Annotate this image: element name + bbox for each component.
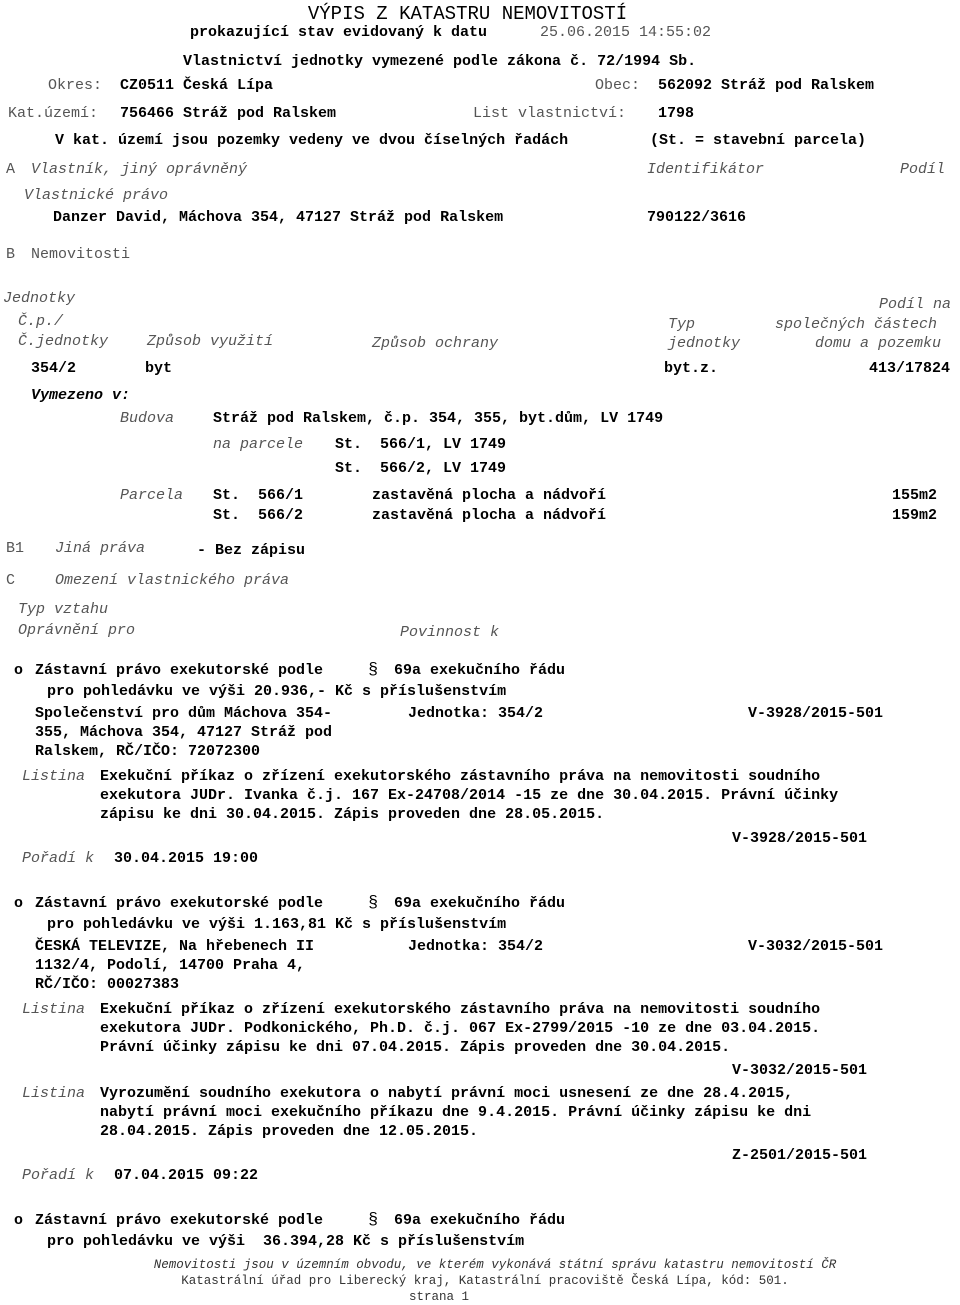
entry-3-line1b: 69a exekučního řádu — [394, 1212, 566, 1229]
series-note: V kat. území jsou pozemky vedeny ve dvou číselných řadách — [55, 132, 569, 149]
entry-1-creditor-2: 355, Máchova 354, 47127 Stráž pod — [35, 724, 333, 741]
lv-label: List vlastnictví: — [473, 105, 627, 122]
entry-1-poradi-value: 30.04.2015 19:00 — [114, 850, 259, 867]
entry-1-listina-label: Listina — [22, 768, 86, 785]
parcel-1-id: St. 566/1 — [213, 487, 304, 504]
col-opravneni: Oprávnění pro — [18, 622, 136, 639]
unit-number: 354/2 — [31, 360, 77, 377]
col-ochrany: Způsob ochrany — [372, 335, 499, 352]
section-b-heading: Nemovitosti — [31, 246, 131, 263]
col-typ-vztahu: Typ vztahu — [18, 601, 109, 618]
entry-2-listina-label: Listina — [22, 1001, 86, 1018]
parcela-label: Parcela — [120, 487, 184, 504]
entry-2-povinnost: Jednotka: 354/2 — [408, 938, 544, 955]
entry-1-creditor-1: Společenství pro dům Máchova 354- — [35, 705, 333, 722]
katuzemi-value: 756466 Stráž pod Ralskem — [120, 105, 337, 122]
na-parcele-2: St. 566/2, LV 1749 — [335, 460, 507, 477]
entry-1-povinnost: Jednotka: 354/2 — [408, 705, 544, 722]
entry-1-line2: pro pohledávku ve výši 20.936,- Kč s příslušenstvím — [47, 683, 507, 700]
document-title: VÝPIS Z KATASTRU NEMOVITOSTÍ — [307, 3, 628, 25]
unit-use: byt — [145, 360, 173, 377]
entry-2-listina2-ref: Z-2501/2015-501 — [732, 1147, 868, 1164]
budova-value: Stráž pod Ralskem, č.p. 354, 355, byt.dům, LV 1749 — [213, 410, 664, 427]
obec-label: Obec: — [595, 77, 641, 94]
col-podil-3: domu a pozemku — [815, 335, 942, 352]
parcel-2-desc: zastavěná plocha a nádvoří — [372, 507, 607, 524]
entry-2-bullet: o — [14, 895, 24, 912]
section-c-letter: C — [6, 572, 16, 589]
parcel-2-area: 159m2 — [891, 507, 937, 524]
obec-value: 562092 Stráž pod Ralskem — [658, 77, 875, 94]
footer-line-1: Nemovitosti jsou v územním obvodu, ve kterém vykonává státní správu katastru nemovitostí ČR — [153, 1258, 837, 1272]
col-typ-2: jednotky — [668, 335, 741, 352]
entry-2-poradi-label: Pořadí k — [22, 1167, 95, 1184]
entry-2-poradi-value: 07.04.2015 09:22 — [114, 1167, 259, 1184]
entry-2-ref: V-3032/2015-501 — [748, 938, 884, 955]
entry-2-line1: Zástavní právo exekutorské podle — [35, 895, 324, 912]
section-b1-value: - Bez zápisu — [197, 542, 306, 559]
entry-2-listina-1: Exekuční příkaz o zřízení exekutorského zástavního práva na nemovitosti soudního — [100, 1001, 821, 1018]
owner-id: 790122/3616 — [647, 209, 747, 226]
entry-2-listina2-label: Listina — [22, 1085, 86, 1102]
entry-2-listina-2: exekutora JUDr. Podkonického, Ph.D. č.j. 067 Ex-2799/2015 -10 ze dne 03.04.2015. — [100, 1020, 821, 1037]
law-line: Vlastnictví jednotky vymezené podle zákona č. 72/1994 Sb. — [183, 53, 697, 70]
entry-1-listina-3: zápisu ke dni 30.04.2015. Zápis proveden dne 28.05.2015. — [100, 806, 605, 823]
col-cjednotky: Č.jednotky — [18, 333, 109, 350]
parcel-1-area: 155m2 — [891, 487, 937, 504]
subtitle-date: 25.06.2015 14:55:02 — [540, 24, 712, 41]
entry-1-line1: Zástavní právo exekutorské podle — [35, 662, 324, 679]
entry-2-line2: pro pohledávku ve výši 1.163,81 Kč s příslušenstvím — [47, 916, 507, 933]
series-note-2: (St. = stavební parcela) — [650, 132, 867, 149]
entry-2-listina2-1: Vyrozumění soudního exekutora o nabytí právní moci usnesení ze dne 28.4.2015, — [100, 1085, 794, 1102]
col-cp: Č.p./ — [18, 313, 64, 330]
entry-1-listina-ref: V-3928/2015-501 — [732, 830, 868, 847]
okres-label: Okres: — [48, 77, 103, 94]
entry-1-ref: V-3928/2015-501 — [748, 705, 884, 722]
entry-1-poradi-label: Pořadí k — [22, 850, 95, 867]
entry-3-para: § — [368, 1211, 379, 1230]
section-b1-heading: Jiná práva — [55, 540, 146, 557]
subtitle-prefix: prokazující stav evidovaný k datu — [190, 24, 488, 41]
entry-1-listina-1: Exekuční příkaz o zřízení exekutorského zástavního práva na nemovitosti soudního — [100, 768, 821, 785]
jednotky-label: Jednotky — [3, 290, 76, 307]
col-podil: Podíl — [900, 161, 946, 178]
entry-2-listina2-2: nabytí právní moci exekučního příkazu dne 9.4.2015. Právní účinky zápisu ke dni — [100, 1104, 812, 1121]
entry-2-listina-ref: V-3032/2015-501 — [732, 1062, 868, 1079]
col-povinnost: Povinnost k — [400, 624, 500, 641]
entry-2-para: § — [368, 894, 379, 913]
col-vyuziti: Způsob využití — [147, 333, 274, 350]
entry-1-creditor-3: Ralskem, RČ/IČO: 72072300 — [35, 743, 261, 760]
col-podil-1: Podíl na — [879, 296, 952, 313]
parcel-2-id: St. 566/2 — [213, 507, 304, 524]
na-parcele-label: na parcele — [213, 436, 304, 453]
entry-1-para: § — [368, 661, 379, 680]
katuzemi-label: Kat.území: — [8, 105, 99, 122]
footer-line-2: Katastrální úřad pro Liberecký kraj, Katastrální pracoviště Česká Lípa, kód: 501. — [181, 1274, 789, 1288]
na-parcele-1: St. 566/1, LV 1749 — [335, 436, 507, 453]
section-a-letter: A — [6, 161, 16, 178]
entry-1-bullet: o — [14, 662, 24, 679]
entry-2-creditor-3: RČ/IČO: 00027383 — [35, 976, 180, 993]
col-podil-2: společných částech — [775, 316, 938, 333]
entry-2-creditor-1: ČESKÁ TELEVIZE, Na hřebenech II — [35, 938, 315, 955]
lv-value: 1798 — [658, 105, 695, 122]
entry-2-listina2-3: 28.04.2015. Zápis proveden dne 12.05.2015. — [100, 1123, 479, 1140]
entry-2-creditor-2: 1132/4, Podolí, 14700 Praha 4, — [35, 957, 306, 974]
col-typ-1: Typ — [668, 316, 696, 333]
section-a-sub: Vlastnické právo — [24, 187, 169, 204]
footer-page: strana 1 — [408, 1290, 469, 1304]
entry-1-line1b: 69a exekučního řádu — [394, 662, 566, 679]
vymezeno-label: Vymezeno v: — [31, 387, 131, 404]
entry-2-listina-3: Právní účinky zápisu ke dni 07.04.2015. Zápis proveden dne 30.04.2015. — [100, 1039, 731, 1056]
section-b1-letter: B1 — [6, 540, 25, 557]
entry-2-line1b: 69a exekučního řádu — [394, 895, 566, 912]
entry-1-listina-2: exekutora JUDr. Ivanka č.j. 167 Ex-24708/2014 -15 ze dne 30.04.2015. Právní účinky — [100, 787, 839, 804]
col-identifier: Identifikátor — [647, 161, 765, 178]
section-a-heading: Vlastník, jiný oprávněný — [31, 161, 248, 178]
unit-share: 413/17824 — [868, 360, 950, 377]
entry-3-bullet: o — [14, 1212, 24, 1229]
entry-3-line1: Zástavní právo exekutorské podle — [35, 1212, 324, 1229]
parcel-1-desc: zastavěná plocha a nádvoří — [372, 487, 607, 504]
owner-name: Danzer David, Máchova 354, 47127 Stráž pod Ralskem — [53, 209, 504, 226]
section-b-letter: B — [6, 246, 16, 263]
section-c-heading: Omezení vlastnického práva — [55, 572, 290, 589]
entry-3-line2: pro pohledávku ve výši 36.394,28 Kč s příslušenstvím — [47, 1233, 525, 1250]
budova-label: Budova — [120, 410, 175, 427]
unit-type: byt.z. — [664, 360, 719, 377]
okres-value: CZ0511 Česká Lípa — [120, 77, 274, 94]
